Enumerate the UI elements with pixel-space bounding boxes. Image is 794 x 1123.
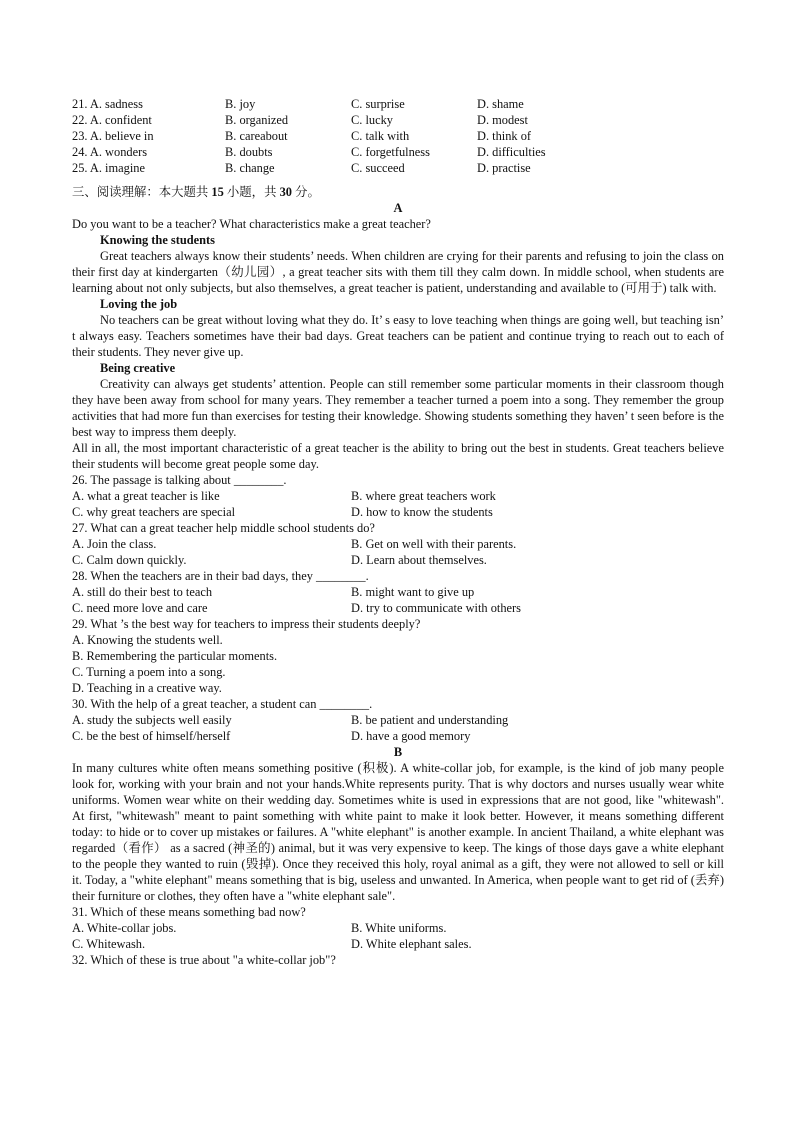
answer-row <box>72 504 724 520</box>
answer-c: C. Whitewash. <box>72 937 146 951</box>
answer-c: C. why great teachers are special <box>72 505 236 519</box>
answer-a: A. Knowing the students well. <box>72 633 223 647</box>
answer-b: B. be patient and understanding <box>351 713 509 727</box>
option-d: D. think of <box>477 129 532 143</box>
question-31: 31. Which of these means something bad now? <box>72 905 306 919</box>
option-c: C. succeed <box>351 161 405 175</box>
section-title: 三、阅读理解：本大题共 15 小题，共 30 分。 <box>72 185 320 199</box>
passage-b-label: B <box>393 745 403 759</box>
answer-row <box>72 488 724 504</box>
answer-d: D. White elephant sales. <box>351 937 472 951</box>
answer-a: A. study the subjects well easily <box>72 713 232 727</box>
option-c: C. forgetfulness <box>351 145 430 159</box>
answer-row <box>72 536 724 552</box>
passage-b-paragraph: In many cultures white often means something positive (积极). A white-collar job, for example, is the kind of job many people look for, working with your brain and not your hands.White represents purity. That is why doctors and nurses usually wear white uniforms. Women wear white on their wedding day. Sometimes white is used in expressions that are not good, like "whitewash". At first, "whitewash" meant to paint something with white paint to make it look better. However, it means something different today: to hide or to cover up mistakes or failures. A "white elephant" is another example. In ancient Thailand, a white elephant was regarded（看作） as a sacred (神圣的) animal, but it was very expensive to keep. The kings of those days gave a white elephant to the people they wanted to ruin (毁掉). Once they received this holy, royal animal as a gift, they were not allowed to sell or kill it. Today, a "white elephant" means something that is big, useless and unwanted. In America, when people want to get rid of (丢弃) their furniture or clothes, they often have a "white elephant sale". <box>72 761 724 903</box>
cloze-option-row <box>72 112 724 128</box>
question-29: 29. What ’s the best way for teachers to impress their students deeply? <box>72 617 421 631</box>
option-b: B. joy <box>225 97 256 111</box>
answer-d: D. try to communicate with others <box>351 601 521 615</box>
answer-d: D. Teaching in a creative way. <box>72 681 222 695</box>
cloze-option-row <box>72 160 724 176</box>
option-b: B. change <box>225 161 275 175</box>
answer-c: C. Calm down quickly. <box>72 553 187 567</box>
cloze-option-row <box>72 128 724 144</box>
option-d: D. practise <box>477 161 531 175</box>
answer-b: B. White uniforms. <box>351 921 447 935</box>
option-b: B. organized <box>225 113 289 127</box>
answer-d: D. have a good memory <box>351 729 471 743</box>
option-d: D. modest <box>477 113 528 127</box>
answer-d: D. Learn about themselves. <box>351 553 487 567</box>
answer-b: B. where great teachers work <box>351 489 496 503</box>
passage-a-intro: Do you want to be a teacher? What characteristics make a great teacher? <box>72 217 431 231</box>
answer-a: A. White-collar jobs. <box>72 921 177 935</box>
option-a: 25. A. imagine <box>72 161 145 175</box>
option-a: 23. A. believe in <box>72 129 154 143</box>
option-c: C. surprise <box>351 97 405 111</box>
answer-a: A. Join the class. <box>72 537 157 551</box>
option-b: B. careabout <box>225 129 288 143</box>
cloze-options-block <box>72 96 724 176</box>
answer-b: B. Get on well with their parents. <box>351 537 517 551</box>
option-a: 24. A. wonders <box>72 145 148 159</box>
answer-c: C. be the best of himself/herself <box>72 729 231 743</box>
answer-row <box>72 584 724 600</box>
option-a: 21. A. sadness <box>72 97 143 111</box>
answer-row <box>72 728 724 744</box>
passage-a-label: A <box>393 201 403 215</box>
question-30: 30. With the help of a great teacher, a student can ________. <box>72 697 373 711</box>
question-27: 27. What can a great teacher help middle school students do? <box>72 521 375 535</box>
option-a: 22. A. confident <box>72 113 152 127</box>
option-d: D. difficulties <box>477 145 546 159</box>
answer-d: D. how to know the students <box>351 505 493 519</box>
answer-row <box>72 920 724 936</box>
passage-a-heading-3: Being creative <box>100 361 176 375</box>
option-b: B. doubts <box>225 145 273 159</box>
option-d: D. shame <box>477 97 524 111</box>
answer-c: C. need more love and care <box>72 601 208 615</box>
question-32: 32. Which of these is true about "a white-collar job"? <box>72 953 336 967</box>
passage-a-heading-2: Loving the job <box>100 297 178 311</box>
answer-row <box>72 600 724 616</box>
passage-a-paragraph-1: Great teachers always know their students’ needs. When children are crying for their parents and refusing to join the class on their first day at kindergarten（幼儿园）, a great teacher sits with them till they calm down. In middle school, when students are learning about not only subjects, but also themselves, a great teacher is patient, understanding and available to (可用于) talk with. <box>72 249 724 295</box>
answer-row <box>72 552 724 568</box>
passage-a-paragraph-3: Creativity can always get students’ attention. People can still remember some particular moments in their classroom though they have been away from school for many years. They remember a teacher turned a poem into a song. They remember the group activities that had more fun than exercises for testing their knowledge. Showing students something they haven’ t seen before is the best way to impress them deeply. <box>72 377 724 439</box>
answer-a: A. what a great teacher is like <box>72 489 220 503</box>
passage-a-paragraph-2: No teachers can be great without loving what they do. It’ s easy to love teaching when things are going well, but teaching isn’ t always easy. Teachers sometimes have their bad days. Great teachers can be patient and continue trying to reach out to each of their students. They never give up. <box>72 313 724 359</box>
cloze-option-row <box>72 96 724 112</box>
passage-a-paragraph-4: All in all, the most important characteristic of a great teacher is the ability to bring out the best in students. Great teachers believe their students will become great people some day. <box>72 441 724 471</box>
answer-a: A. still do their best to teach <box>72 585 213 599</box>
answer-row <box>72 712 724 728</box>
question-26: 26. The passage is talking about ________. <box>72 473 287 487</box>
answer-b: B. Remembering the particular moments. <box>72 649 278 663</box>
question-28: 28. When the teachers are in their bad days, they ________. <box>72 569 369 583</box>
exam-page <box>72 96 724 968</box>
answer-c: C. Turning a poem into a song. <box>72 665 226 679</box>
passage-a-heading-1: Knowing the students <box>100 233 215 247</box>
option-c: C. lucky <box>351 113 393 127</box>
answer-row <box>72 936 724 952</box>
answer-b: B. might want to give up <box>351 585 475 599</box>
option-c: C. talk with <box>351 129 410 143</box>
cloze-option-row <box>72 144 724 160</box>
